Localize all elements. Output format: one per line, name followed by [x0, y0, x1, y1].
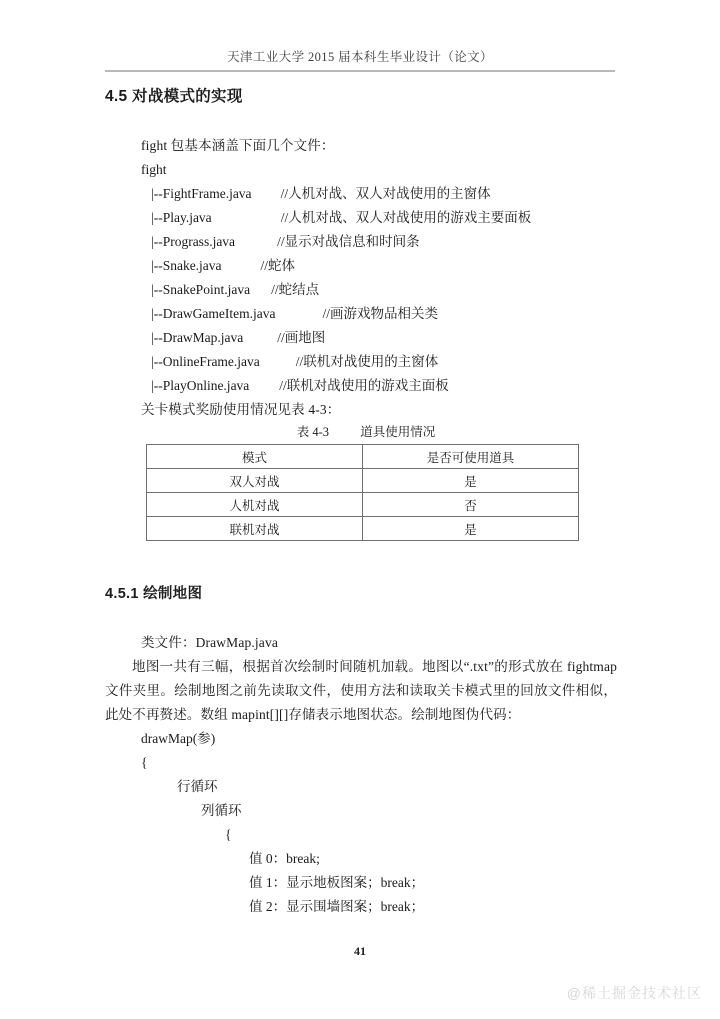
file-name: |--DrawGameItem.java	[151, 306, 276, 321]
pseudocode-line: drawMap(参)	[141, 731, 216, 746]
spacer	[105, 605, 617, 631]
file-comment: //画游戏物品相关类	[322, 306, 439, 321]
file-name: |--DrawMap.java	[151, 330, 244, 345]
page-content	[105, 86, 617, 919]
file-comment: //联机对战使用的游戏主面板	[279, 378, 449, 393]
pseudocode-line: 行循环	[177, 779, 218, 794]
table-cell: 联机对战	[147, 517, 363, 541]
spacer	[105, 541, 617, 567]
file-tree	[105, 182, 617, 398]
file-comment: //蛇体	[260, 258, 296, 273]
class-file-line: 类文件：DrawMap.java	[141, 635, 278, 650]
table-cell: 是	[363, 517, 579, 541]
file-tree-item	[105, 254, 617, 278]
table-cell: 是	[363, 469, 579, 493]
pseudocode-line: {	[141, 755, 148, 770]
pseudocode-line: 值 1：显示地板图案；break；	[249, 875, 425, 890]
file-comment: //人机对战、双人对战使用的主窗体	[280, 186, 491, 201]
intro-line: fight 包基本涵盖下面几个文件：	[141, 138, 335, 153]
file-name: |--SnakePoint.java	[151, 282, 251, 297]
file-comment: //联机对战使用的主窗体	[295, 354, 439, 369]
file-tree-item	[105, 350, 617, 374]
file-comment: //显示对战信息和时间条	[277, 234, 420, 249]
item-usage-table	[146, 444, 579, 541]
file-tree-item	[105, 230, 617, 254]
table-row	[147, 469, 579, 493]
pseudocode-line: 值 0：break;	[249, 851, 320, 866]
table-row	[147, 493, 579, 517]
body-paragraph: 地图一共有三幅，根据首次绘制时间随机加载。地图以“.txt”的形式放在 fightmap 文件夹里。绘制地图之前先读取文件，使用方法和读取关卡模式里的回放文件相似，此处不再赘述。数组 mapint[][]存储表示地图状态。绘制地图伪代码：	[105, 659, 617, 722]
file-comment: //人机对战、双人对战使用的游戏主要面板	[280, 210, 532, 225]
file-comment: //画地图	[277, 330, 326, 345]
file-tree-item	[105, 326, 617, 350]
file-name: |--OnlineFrame.java	[151, 354, 260, 369]
pseudocode-line: 值 2：显示围墙图案；break；	[249, 899, 425, 914]
watermark: @稀土掘金技术社区	[566, 985, 702, 1001]
table-row	[147, 517, 579, 541]
table-caption: 表 4-3 道具使用情况	[296, 425, 436, 439]
pseudocode-block	[105, 727, 617, 919]
section-heading-4-5-1: 4.5.1 绘制地图	[105, 586, 203, 602]
page-number: 41	[354, 944, 366, 958]
table-cell: 双人对战	[147, 469, 363, 493]
table-header-cell: 是否可使用道具	[363, 445, 579, 469]
file-tree-item	[105, 206, 617, 230]
spacer	[105, 108, 617, 134]
table-header-cell: 模式	[147, 445, 363, 469]
spacer	[105, 567, 617, 583]
table-cell: 否	[363, 493, 579, 517]
file-tree-root: fight	[141, 162, 167, 177]
file-tree-item	[105, 374, 617, 398]
header-divider	[105, 70, 615, 72]
page-header	[105, 48, 615, 72]
section-heading-4-5: 4.5 对战模式的实现	[105, 88, 243, 105]
file-name: |--FightFrame.java	[151, 186, 252, 201]
file-name: |--PlayOnline.java	[151, 378, 250, 393]
file-comment: //蛇结点	[271, 282, 320, 297]
file-name: |--Prograss.java	[151, 234, 236, 249]
file-tree-item	[105, 302, 617, 326]
file-tree-item	[105, 182, 617, 206]
file-name: |--Snake.java	[151, 258, 222, 273]
running-title: 天津工业大学 2015 届本科生毕业设计（论文）	[227, 50, 493, 64]
table-cell: 人机对战	[147, 493, 363, 517]
table-intro: 关卡模式奖励使用情况见表 4-3：	[141, 402, 341, 417]
pseudocode-line: {	[225, 827, 232, 842]
pseudocode-line: 列循环	[201, 803, 242, 818]
table-header-row	[147, 445, 579, 469]
file-tree-item	[105, 278, 617, 302]
file-name: |--Play.java	[151, 210, 212, 225]
